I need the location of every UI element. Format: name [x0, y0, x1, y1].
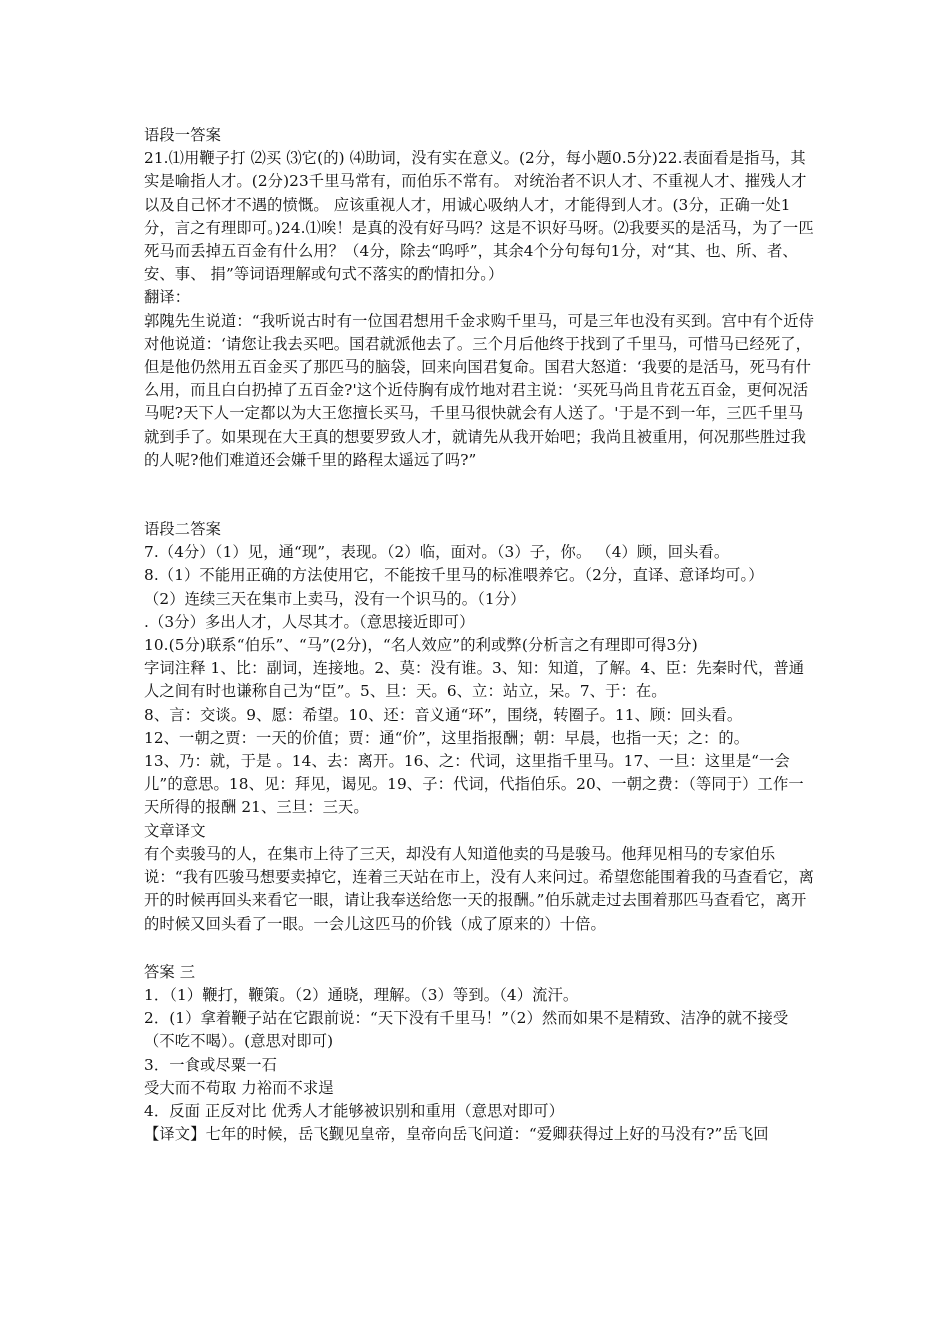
document-body	[144, 124, 816, 1146]
section1-heading: 语段一答案	[144, 126, 221, 144]
section-spacer	[144, 936, 816, 961]
section2-glossary-4: 13、乃：就，于是 。14、去：离开。16、之：代词，这里指千里马。17、一旦：这里是“一会儿”的意思。18、见：拜见，谒见。19、子：代词，代指伯乐。20、一朝之费：（等同于）工作一天所得的报酬 21、三旦：三天。	[144, 752, 804, 817]
section1-translation: 郭隗先生说道：“我听说古时有一位国君想用千金求购千里马，可是三年也没有买到。宫中有个近侍对他说道：‘请您让我去买吧。国君就派他去了。三个月后他终于找到了千里马，可惜马已经死了，但是他仍然用五百金买了那匹马的脑袋，回来向国君复命。国君大怒道：‘我要的是活马，死马有什么用，而且白白扔掉了五百金?'这个近侍胸有成竹地对君主说：‘买死马尚且肯花五百金，更何况活马呢?天下人一定都以为大王您擅长买马，千里马很快就会有人送了。'于是不到一年，三匹千里马就到手了。如果现在大王真的想要罗致人才，就请先从我开始吧；我尚且被重用，何况那些胜过我的人呢?他们难道还会嫌千里的路程太遥远了吗?”	[144, 311, 814, 469]
section3-q4: 4．反面 正反对比 优秀人才能够被识别和重用（意思对即可）	[144, 1101, 565, 1120]
section3-q3b: 受大而不苟取 力裕而不求逞	[144, 1078, 334, 1097]
section2-q8a: 8.（1）不能用正确的方法使用它，不能按千里马的标准喂养它。（2分，直译、意译均可。）	[144, 566, 764, 585]
section3-heading: 答案 三	[144, 962, 196, 981]
section3-q3: 3．一食或尽粟一石	[144, 1055, 278, 1074]
section2-q9: .（3分）多出人才，人尽其才。（意思接近即可）	[144, 612, 475, 631]
section2-translation: 有个卖骏马的人，在集市上待了三天，却没有人知道他卖的马是骏马。他拜见相马的专家伯乐说：“我有匹骏马想要卖掉它，连着三天站在市上，没有人来问过。希望您能围着我的马查看它，离开的时候再回头来看它一眼，请让我奉送给您一天的报酬。”伯乐就走过去围着那匹马查看它，离开的时候又回头看了一眼。一会儿这匹马的价钱（成了原来的）十倍。	[144, 844, 814, 933]
section3-q2: 2．(1）拿着鞭子站在它跟前说：“天下没有千里马！”（2）然而如果不是精致、洁净的就不接受（不吃不喝）。(意思对即可)	[144, 1009, 789, 1051]
section2-heading: 语段二答案	[144, 520, 221, 539]
section2-q7: 7.（4分）（1）见，通“现”，表现。（2）临，面对。（3）子，你。 （4）顾，回头看。	[144, 543, 730, 562]
section2-glossary-3: 12、一朝之贾：一天的价值；贾：通“价”，这里指报酬；朝：早晨，也指一天；之：的。	[144, 728, 750, 747]
section2-glossary-2: 8、言：交谈。9、愿：希望。10、还：音义通“环”，围绕，转圈子。11、顾：回头看。	[144, 705, 743, 724]
section3-translation: 【译文】七年的时候，岳飞觐见皇帝，皇帝向岳飞问道：“爱卿获得过上好的马没有?”岳飞回	[144, 1125, 769, 1144]
section3-q1: 1．（1）鞭打，鞭策。（2）通晓，理解。（3）等到。（4）流汗。	[144, 985, 579, 1004]
section1-translation-label: 翻译：	[144, 288, 191, 307]
section2-q10: 10.(5分)联系“伯乐”、“马”(2分)，“名人效应”的利或弊(分析言之有理即可得3分)	[144, 636, 698, 655]
section-spacer	[144, 472, 816, 518]
section2-translation-label: 文章译文	[144, 821, 206, 840]
section2-glossary-1: 字词注释 1、比：副词，连接地。2、莫：没有谁。3、知：知道，了解。4、臣：先秦时代，普通人之间有时也谦称自己为“臣”。5、旦：天。6、立：站立，呆。7、于：在。	[144, 659, 805, 701]
section1-answers: 21.⑴用鞭子打 ⑵买 ⑶它(的) ⑷助词，没有实在意义。(2分，每小题0.5分)22.表面看是指马，其实是喻指人才。(2分)23千里马常有，而伯乐不常有。 对统治者不识人才、不重视人才、摧残人才以及自己怀才不遇的愤慨。 应该重视人才，用诚心吸纳人才，才能得到人才。(3分，正确一处1分，言之有理即可。)24.⑴唉！是真的没有好马吗？这是不识好马呀。⑵我要买的是活马，为了一匹死马而丢掉五百金有什么用？（4分，除去“呜呼”，其余4个分句每句1分，对“其、也、所、者、安、事、 捐”等词语理解或句式不落实的酌情扣分。）	[144, 149, 814, 284]
section2-q8b: （2）连续三天在集市上卖马，没有一个识马的。（1分）	[144, 589, 526, 608]
